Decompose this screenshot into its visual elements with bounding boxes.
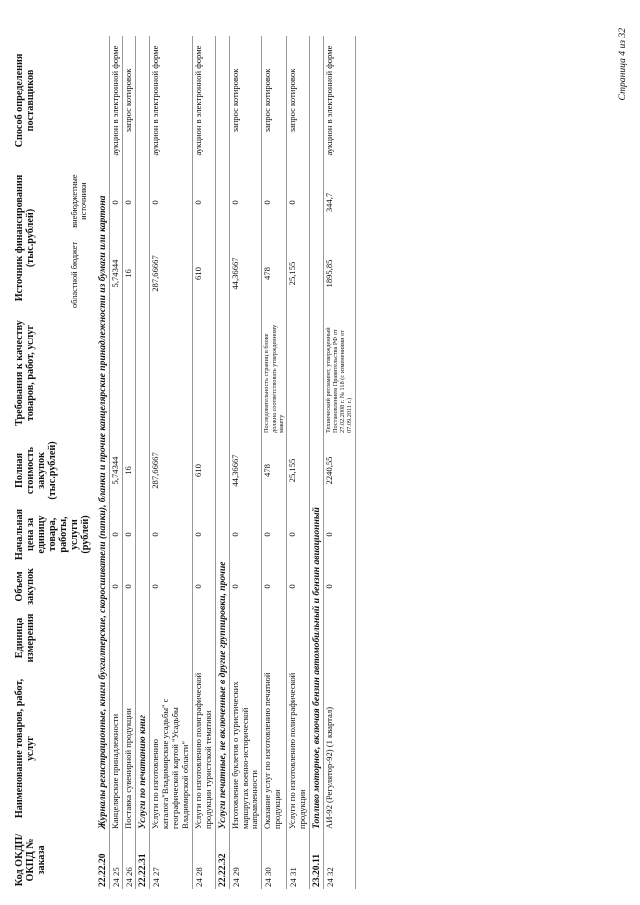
item-name: Услуги по изготовлению каталога"Владимирские усадьбы" с географической картой "Усадьбы Владимирской области" [150, 666, 193, 831]
group-code: 22.22.20 [96, 831, 110, 889]
item-requirements [229, 311, 262, 435]
item-source [123, 165, 136, 311]
item-name: Услуги по изготовлению полиграфической продукции [287, 666, 310, 831]
item-volume: 0 [192, 563, 215, 610]
item-source [110, 165, 123, 311]
item-unit [287, 610, 310, 666]
item-source-regional: 1895,85 [323, 259, 334, 288]
col-header-total: Полная стоимость закупок (тыс.рублей) [14, 441, 59, 500]
item-price: 0 [192, 506, 215, 563]
item-requirements [150, 311, 193, 435]
table-row [192, 36, 215, 889]
item-source-split [194, 167, 204, 309]
group-row [309, 36, 323, 889]
item-source-regional: 610 [192, 267, 203, 280]
col-header-code: Код ОКДП/ ОКПД № заказа [14, 833, 48, 887]
item-source-offbudget: 0 [123, 200, 134, 205]
item-source [287, 165, 310, 311]
item-total: 478 [262, 435, 287, 506]
item-price: 0 [323, 506, 355, 563]
item-price: 0 [287, 506, 310, 563]
col-header-source-title: Источник финансирования (тыс.рублей) [14, 174, 37, 302]
item-requirements: Последовательность страниц в блоке должна соответствовать утвержденному макету [262, 311, 287, 435]
order-number: 24 32 [323, 831, 355, 889]
item-source-regional: 478 [262, 267, 273, 280]
item-source [229, 165, 262, 311]
group-title: Топливо моторное, включая бензин автомобильный и бензин авиационный [309, 36, 323, 831]
item-name: Поставка сувенирной продукции [123, 666, 136, 831]
item-source [150, 165, 193, 311]
item-source-split [263, 167, 273, 309]
item-total: 287,66667 [150, 435, 193, 506]
table-header [13, 36, 92, 889]
table-row [229, 36, 262, 889]
item-source-regional: 25,155 [287, 261, 297, 286]
group-title: Услуги печатные, не включенные в другие группировки, прочие [215, 36, 229, 831]
item-source-split [124, 167, 134, 309]
table-row [323, 36, 355, 889]
col-header-source-offbudget: внебюджетные источники [70, 174, 89, 228]
item-volume: 0 [110, 563, 123, 610]
item-total: 16 [123, 435, 136, 506]
order-number: 24 31 [287, 831, 310, 889]
item-source-regional: 16 [123, 269, 134, 278]
item-source-offbudget: 0 [192, 200, 203, 205]
item-method: запрос котировок [123, 36, 136, 165]
item-source-offbudget: 0 [110, 200, 121, 205]
item-unit [229, 610, 262, 666]
group-row [215, 36, 229, 889]
col-header-volume: Объем закупок [14, 568, 37, 605]
item-source-offbudget: 344,7 [323, 192, 334, 213]
group-title: Журналы регистрационные, книги бухгалтерские, скоросшиватели (папки), бланки и прочие канцелярские принадлежности из бумаги или картона [96, 36, 110, 831]
item-price: 0 [123, 506, 136, 563]
col-header-price: Начальная цена за единицу товара, работы, услуги (рублей) [14, 508, 92, 561]
item-name: АИ-92 (Регулятор-92) (1 квартал) [323, 666, 355, 831]
item-price: 0 [262, 506, 287, 563]
item-unit [262, 610, 287, 666]
item-requirements: Технический регламент, утвержденный Постановлением Правительства РФ от 27.02.2008 г. № 118 (с изменениями от 07.09.2011 г.) [323, 311, 355, 435]
table-row [150, 36, 193, 889]
item-volume: 0 [123, 563, 136, 610]
col-header-source-split [70, 167, 88, 309]
item-unit [150, 610, 193, 666]
order-number: 24 29 [229, 831, 262, 889]
page-number: Страница 4 из 32 [617, 28, 628, 101]
item-unit [123, 610, 136, 666]
group-row [96, 36, 110, 889]
item-source-split [288, 167, 298, 309]
group-code: 22.22.31 [136, 831, 150, 889]
item-source [323, 165, 355, 311]
item-requirements [192, 311, 215, 435]
group-row [136, 36, 150, 889]
item-price: 0 [110, 506, 123, 563]
item-source-split [325, 167, 335, 309]
procurement-table [13, 36, 356, 889]
group-title: Услуги по печатанию книг [136, 36, 150, 831]
item-name: Канцелярские принадлежности [110, 666, 123, 831]
item-total: 5,74344 [110, 435, 123, 506]
item-price: 0 [150, 506, 193, 563]
item-volume: 0 [229, 563, 262, 610]
item-source-offbudget: 0 [262, 200, 273, 205]
item-source-split [151, 167, 161, 309]
item-source-offbudget: 0 [150, 200, 161, 205]
item-source [192, 165, 215, 311]
col-header-source-regional: областной бюджет [70, 241, 80, 309]
item-requirements [123, 311, 136, 435]
item-volume: 0 [262, 563, 287, 610]
item-method: аукцион в электронной форме [150, 36, 193, 165]
item-method: аукцион в электронной форме [110, 36, 123, 165]
col-header-requirements: Требования к качеству товаров, работ, услуг [14, 320, 37, 426]
table-row [123, 36, 136, 889]
order-number: 24 28 [192, 831, 215, 889]
group-code: 22.22.32 [215, 831, 229, 889]
item-unit [110, 610, 123, 666]
item-unit [323, 610, 355, 666]
order-number: 24 26 [123, 831, 136, 889]
col-header-name: Наименование товаров, работ, услуг [14, 678, 37, 819]
item-source-split [111, 167, 121, 309]
item-unit [192, 610, 215, 666]
item-method: запрос котировок [262, 36, 287, 165]
item-method: запрос котировок [287, 36, 310, 165]
item-source-regional: 287,66667 [150, 255, 161, 292]
item-method: аукцион в электронной форме [323, 36, 355, 165]
item-source [262, 165, 287, 311]
table-row [110, 36, 123, 889]
item-volume: 0 [150, 563, 193, 610]
item-volume: 0 [323, 563, 355, 610]
item-price: 0 [229, 506, 262, 563]
item-name: Изготовление буклетов о туристических маршрутах военно-исторической направленности [229, 666, 262, 831]
col-header-source [13, 165, 92, 311]
item-total: 44,36667 [229, 435, 262, 506]
table-row [287, 36, 310, 889]
item-total: 610 [192, 435, 215, 506]
col-header-unit: Единица измерения [14, 613, 37, 663]
item-method: аукцион в электронной форме [192, 36, 215, 165]
col-header-method: Способ определения поставщиков [14, 53, 37, 148]
item-total: 2240,55 [323, 435, 355, 506]
item-method: запрос котировок [229, 36, 262, 165]
item-source-regional: 44,36667 [229, 257, 240, 290]
item-total: 25,155 [287, 435, 310, 506]
item-source-regional: 5,74344 [110, 259, 121, 288]
item-source-offbudget: 0 [287, 200, 297, 205]
group-code: 23.20.11 [309, 831, 323, 889]
item-requirements [287, 311, 310, 435]
order-number: 24 25 [110, 831, 123, 889]
item-source-split [231, 167, 241, 309]
table-row [262, 36, 287, 889]
item-name: Оказание услуг по изготовлению печатной продукции [262, 666, 287, 831]
order-number: 24 27 [150, 831, 193, 889]
item-volume: 0 [287, 563, 310, 610]
item-requirements [110, 311, 123, 435]
item-name: Услуги по изготовлению полиграфической продукции туристской тематики [192, 666, 215, 831]
item-source-offbudget: 0 [229, 200, 240, 205]
order-number: 24 30 [262, 831, 287, 889]
